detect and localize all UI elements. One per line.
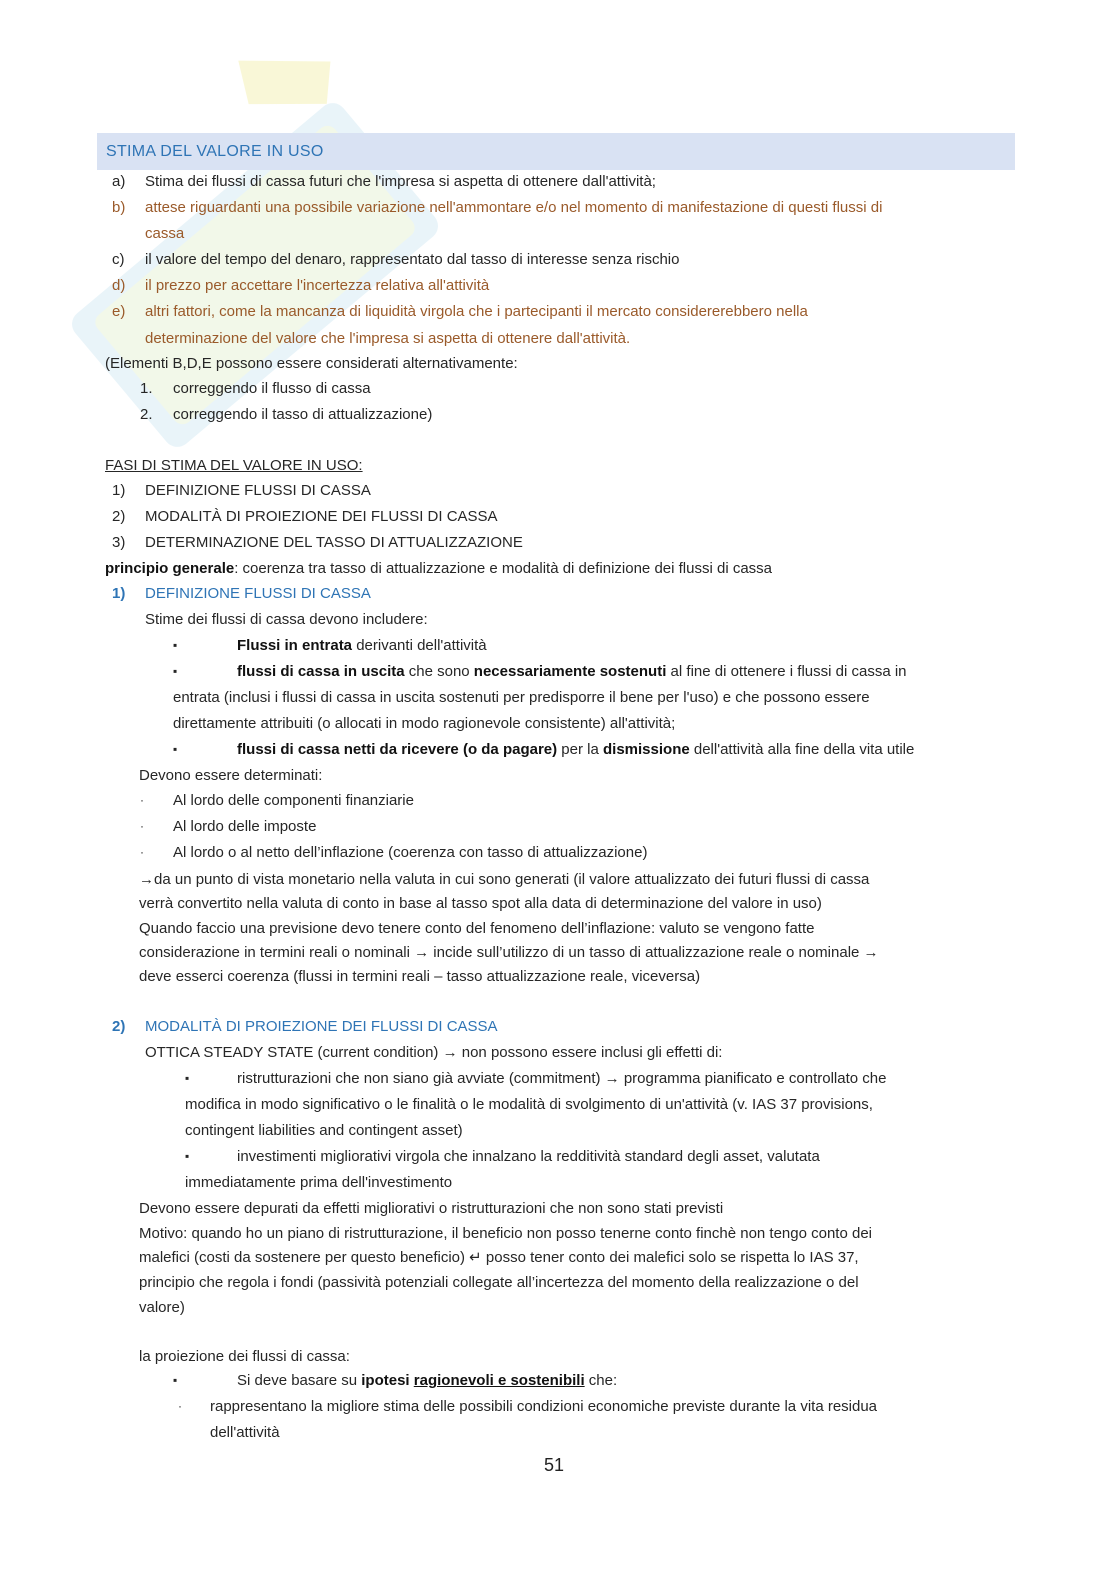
sec2-bullet-1-line2: modifica in modo significativo o le finalità o le modalità di svolgimento di un'attività (v. IAS 37 provisions, [185, 1096, 873, 1113]
sec2-dot-1-line2: dell'attività [210, 1424, 280, 1441]
dot-bullet-icon: · [178, 1399, 182, 1413]
square-bullet-icon: ▪ [185, 1071, 190, 1085]
square-bullet-icon: ▪ [185, 1149, 190, 1163]
sec1-para2-line2: considerazione in termini reali o nominali → incide sull’utilizzo di un tasso di attualizzazione reale o nominale → [139, 944, 879, 961]
sec2-bullet-2: investimenti migliorativi virgola che innalzano la redditività standard degli asset, valutata [237, 1148, 820, 1165]
sec2-para2-line1: Motivo: quando ho un piano di ristrutturazione, il beneficio non posso tenerne conto finchè non tengo conto dei [139, 1225, 873, 1242]
square-bullet-icon: ▪ [173, 638, 178, 652]
dot-bullet-icon: · [140, 819, 144, 833]
dot-bullet-icon: · [140, 793, 144, 807]
sec2-para2-line4: valore) [139, 1299, 185, 1316]
square-bullet-icon: ▪ [173, 1373, 178, 1387]
elements-note: (Elementi B,D,E possono essere considerati alternativamente: [105, 355, 518, 372]
list-item-e-cont: determinazione del valore che l'impresa si aspetta di ottenere dall'attività. [145, 330, 631, 347]
sec2-bullet-1: ristrutturazioni che non siano già avviate (commitment) → programma pianificato e controllato che [237, 1070, 887, 1087]
sec2-bullet-2-line2: immediatamente prima dell'investimento [185, 1174, 453, 1191]
sec2-bullet-3: Si deve basare su ipotesi ragionevoli e sostenibili che: [237, 1372, 618, 1389]
sec2-projection: la proiezione dei flussi di cassa: [139, 1348, 350, 1365]
sec1-para2-line1: Quando faccio una previsione devo tenere conto del fenomeno dell’inflazione: valuto se vengono fatte [139, 920, 815, 937]
sec1-bullet-1: Flussi in entrata derivanti dell'attività [237, 637, 487, 654]
sec1-bullet-3: flussi di cassa netti da ricevere (o da pagare) per la dismissione dell'attività alla fine della vita utile [237, 741, 915, 758]
document-page: STIMA DEL VALORE IN USO a) Stima dei flussi di cassa futuri che l'impresa si aspetta di ottenere dall'attività; b) attese riguardanti una possibile variazione nell'ammontare e/o nel momento di manifestazione di questi flussi di cassa c) il valore del tempo del denaro, rappresentato dal tasso di interesse senza rischio d) il prezzo per accettare l'incertezza relativa all'attività e) altri fattori, come la mancanza di liquidità virgola che i partecipanti il mercato considererebbero nella determinazione del valore che l'impresa si aspetta di ottenere dall'attività. (Elementi B,D,E possono essere considerati alternativamente: 1. correggendo il flusso di cassa 2. correggendo il tasso di attualizzazione) FASI DI STIMA DEL VALORE IN USO: 1) DEFINIZIONE FLUSSI DI CASSA 2) MODALITÀ DI PROIEZIONE DEI FLUSSI DI CASSA 3) DETERMINAZIONE DEL TASSO DI ATTUALIZZAZIONE principio generale: coerenza tra tasso di attualizzazione e modalità di definizione dei flussi di cassa 1) DEFINIZIONE FLUSSI DI CASSA Stime dei flussi di cassa devono includere: ▪ Flussi in entrata derivanti dell'attività ▪ flussi di cassa in uscita che sono necessariamente sostenuti al fine di ottenere i flussi di cassa in entrata (inclusi i flussi di cassa in uscita sostenuti per predisporre il bene per l'uso) e che possono essere direttamente attribuiti (o allocati in modo ragionevole consistente) all'attività; ▪ flussi di cassa netti da ricevere (o da pagare) per la dismissione dell'attività alla fine della vita utile Devono essere determinati: · Al lordo delle componenti finanziarie · Al lordo delle imposte · Al lordo o al netto dell’inflazione (coerenza con tasso di attualizzazione) →da un punto di vista monetario nella valuta in cui sono generati (il valore attualizzato dei futuri flussi di cassa verrà convertito nella valuta di conto in base al tasso spot alla data di determinazione del valore in uso) Quando faccio una previsione devo tenere conto del fenomeno dell’inflazione: valuto se vengono fatte considerazione in termini reali o nominali → incide sull’utilizzo di un tasso di attualizzazione reale o nominale → deve esserci coerenza (flussi in termini reali – tasso attualizzazione reale, viceversa) 2) MODALITÀ DI PROIEZIONE DEI FLUSSI DI CASSA OTTICA STEADY STATE (current condition) → non possono essere inclusi gli effetti di: ▪ ristrutturazioni che non siano già avviate (commitment) → programma pianificato e controllato che modifica in modo significativo o le finalità o le modalità di svolgimento di un'attività (v. IAS 37 provisions, contingent liabilities and contingent asset) ▪ investimenti migliorativi virgola che innalzano la redditività standard degli asset, valutata immediatamente prima dell'investimento Devono essere depurati da effetti migliorativi o ristrutturazioni che non sono stati previsti Motivo: quando ho un piano di ristrutturazione, il beneficio non posso tenerne conto finchè non tengo conto dei malefici (costi da sostenere per questo beneficio) ↵ posso tener conto dei malefici solo se rispetta lo IAS 37, principio che regola i fondi (passività potenziali collegate all’incertezza del momento della realizzazione o del valore) la proiezione dei flussi di cassa: ▪ Si deve basare su ipotesi ragionevoli e sostenibili che: · rappresentano la migliore stima delle possibili condizioni economiche previste durante la vita residua dell'attività 51 [0, 0, 1116, 1579]
sec2-para2-line3: principio che regola i fondi (passività potenziali collegate all’incertezza del momento della realizzazione o del [139, 1274, 859, 1291]
sec1-dot-3: Al lordo o al netto dell’inflazione (coerenza con tasso di attualizzazione) [173, 844, 648, 861]
phases-title: FASI DI STIMA DEL VALORE IN USO: [105, 457, 363, 474]
sec1-bullet-2: flussi di cassa in uscita che sono necessariamente sostenuti al fine di ottenere i flussi di cassa in [237, 663, 907, 680]
sec1-bullet-2-line2: entrata (inclusi i flussi di cassa in uscita sostenuti per predisporre il bene per l'uso) e che possono essere [173, 689, 870, 706]
sec1-bullet-2-line3: direttamente attribuiti (o allocati in modo ragionevole consistente) all'attività; [173, 715, 676, 732]
sec1-para2-line3: deve esserci coerenza (flussi in termini reali – tasso attualizzazione reale, viceversa) [139, 968, 701, 985]
sec2-bullet-1-line3: contingent liabilities and contingent asset) [185, 1122, 463, 1139]
list-item-b-cont: cassa [145, 225, 185, 242]
sec2-dot-1: rappresentano la migliore stima delle possibili condizioni economiche previste durante la vita residua [210, 1398, 878, 1415]
sec2-para1: Devono essere depurati da effetti migliorativi o ristrutturazioni che non sono stati previsti [139, 1200, 724, 1217]
sec1-para1-line1: →da un punto di vista monetario nella valuta in cui sono generati (il valore attualizzato dei futuri flussi di cassa [139, 871, 870, 888]
sec2-intro: OTTICA STEADY STATE (current condition) → non possono essere inclusi gli effetti di: [145, 1044, 723, 1061]
sec1-para1-line2: verrà convertito nella valuta di conto in base al tasso spot alla data di determinazione del valore in uso) [139, 895, 822, 912]
sec2-para2-line2: malefici (costi da sostenere per questo beneficio) ↵ posso tener conto dei malefici solo se rispetta lo IAS 37, [139, 1249, 859, 1266]
sec1-dot-2: Al lordo delle imposte [173, 818, 317, 835]
principle-line: principio generale: coerenza tra tasso di attualizzazione e modalità di definizione dei flussi di cassa [105, 560, 772, 577]
page-number: 51 [544, 1455, 565, 1475]
square-bullet-icon: ▪ [173, 742, 178, 756]
dot-bullet-icon: · [140, 845, 144, 859]
sec1-dot-1: Al lordo delle componenti finanziarie [173, 792, 414, 809]
sec1-intro: Stime dei flussi di cassa devono includere: [145, 611, 428, 628]
section-title: STIMA DEL VALORE IN USO [106, 143, 324, 160]
square-bullet-icon: ▪ [173, 664, 178, 678]
sec1-determined: Devono essere determinati: [139, 767, 323, 784]
